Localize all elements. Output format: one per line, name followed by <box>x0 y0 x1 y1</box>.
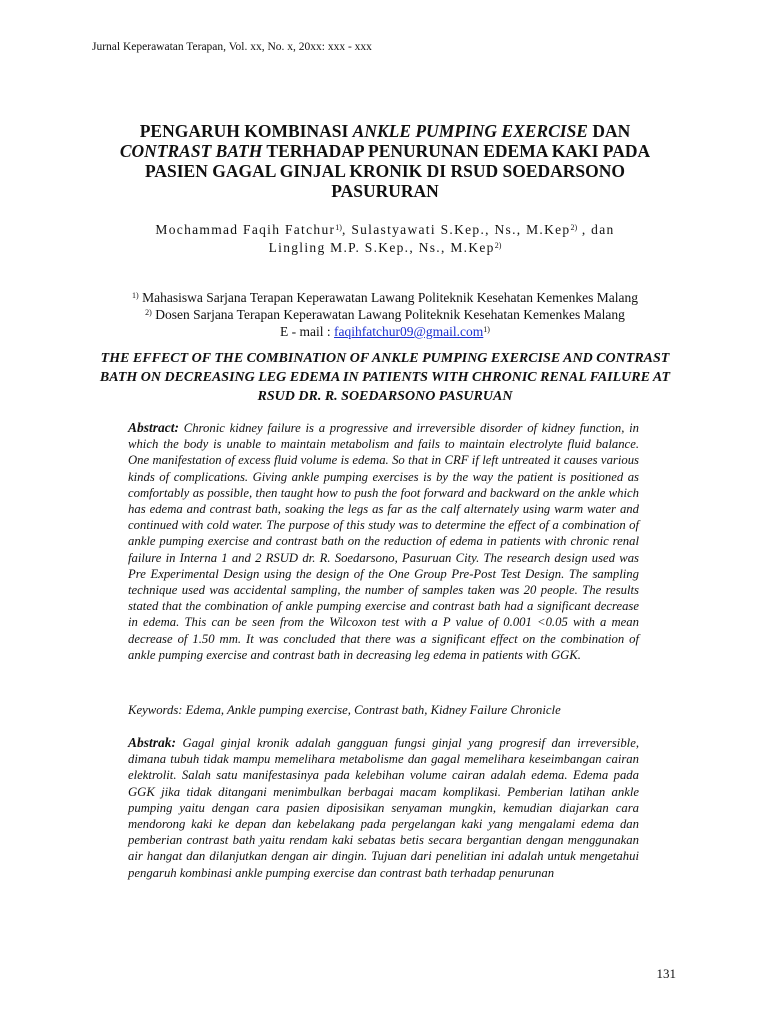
affiliations <box>80 289 690 340</box>
email-link[interactable]: faqihfatchur09@gmail.com <box>334 324 484 339</box>
email-line <box>80 323 690 340</box>
title-part1: PENGARUH KOMBINASI <box>139 121 353 141</box>
author-2: , Sulastyawati S.Kep., Ns., M.Kep <box>341 222 571 237</box>
title-italic2: CONTRAST BATH <box>119 141 263 161</box>
authors <box>92 221 678 257</box>
english-title: THE EFFECT OF THE COMBINATION OF ANKLE PUMPING EXERCISE AND CONTRAST BATH ON DECREASING LEG EDEMA IN PATIENTS WITH CHRONIC RENAL FAILURE AT RSUD DR. R. SOEDARSONO PASURUAN <box>99 351 671 404</box>
running-header: Jurnal Keperawatan Terapan, Vol. xx, No. x, 20xx: xxx - xxx <box>92 41 372 53</box>
email-sup: 1) <box>483 325 490 334</box>
abstrak-text: Gagal ginjal kronik adalah gangguan fungsi ginjal yang progresif dan irreversible, dimana tubuh tidak mampu memelihara metabolisme dan gagal memelihara keseimbangan cairan elektrolit. Salah satu manifestasinya pada kelebihan volume cairan adalah edema. Edema pada GGK jika tidak ditangani menimbulkan berbagai macam komplikasi. Pemberian latihan ankle pumping yaitu dengan cara pasien diposisikan senyaman mungkin, kemudian diajarkan cara mendorong kaki ke depan dan kebelakang pada pergelangan kaki yang mengalami edema dan pemberian contrast bath yaitu rendam kaki sebatas betis secara bergantian dengan menggunakan air hangat dan dilanjutkan dengan air dingin. Tujuan dari penelitian ini adalah untuk mengetahui pengaruh kombinasi ankle pumping exercise dan contrast bath terhadap penurunan <box>128 736 639 880</box>
abstract-label: Abstract: <box>128 420 180 435</box>
affiliation-2-text: Dosen Sarjana Terapan Keperawatan Lawang Politeknik Kesehatan Kemenkes Malang <box>151 307 625 322</box>
affiliation-2 <box>80 306 690 323</box>
abstract-text: Chronic kidney failure is a progressive and irreversible disorder of kidney function, in which the body is unable to maintain metabolism and fails to maintain electrolyte fluid balance. One manifestation of excess fluid volume is edema. So that in CRF if left untreated it causes various kinds of complications. Giving ankle pumping exercises is by the way the patient is positioned as comfortably as possible, then taught how to push the foot forward and backward on the ankle which has edema and contrast bath, soaking the legs as far as the calf alternately using warm water and continued with cold water. The purpose of this study was to determine the effect of a combination of ankle pumping exercise and contrast bath on the reduction of edema in patients with chronic renal failure in Interna 1 and 2 RSUD dr. R. Soedarsono, Pasuruan City. The research design used was Pre Experimental Design using the design of the One Group Pre-Post Test Design. The sampling technique used was accidental sampling, the number of samples taken was 20 people. The results stated that the combination of ankle pumping exercise and contrast bath had a significant decrease in edema. This can be seen from the Wilcoxon test with a P value of 0.001 <0.05 with a mean decrease of 1.50 mm. It was concluded that there was a significant effect on the combination of ankle pumping exercise and contrast bath in decreasing leg edema in patients with GGK. <box>128 421 639 662</box>
title-part2: DAN <box>587 121 631 141</box>
abstract-english <box>128 420 639 663</box>
author-1: Mochammad Faqih Fatchur <box>155 222 336 237</box>
affiliation-2-sup: 2) <box>145 308 152 317</box>
affiliation-1-sup: 1) <box>132 291 139 300</box>
abstract-indonesian <box>128 735 639 881</box>
affiliation-1 <box>80 289 690 306</box>
author-1-sup: 1) <box>335 223 342 232</box>
author-2-sup: 2) <box>570 223 578 232</box>
abstrak-label: Abstrak: <box>128 735 177 750</box>
email-prefix: E - mail : <box>280 324 335 339</box>
author-3: Lingling M.P. S.Kep., Ns., M.Kep <box>268 240 495 255</box>
keywords: Keywords: Edema, Ankle pumping exercise, Contrast bath, Kidney Failure Chronicle <box>128 703 561 717</box>
title-part3: TERHADAP PENURUNAN EDEMA KAKI PADA PASIEN GAGAL GINJAL KRONIK DI RSUD SOEDARSONO PASURURAN <box>144 141 651 201</box>
paper-title <box>90 121 680 201</box>
title-italic1: ANKLE PUMPING EXERCISE <box>352 121 588 141</box>
author-3-sup: 2) <box>494 241 502 250</box>
page-number: 131 <box>656 966 676 981</box>
author-connector: , dan <box>577 222 615 237</box>
affiliation-1-text: Mahasiswa Sarjana Terapan Keperawatan Lawang Politeknik Kesehatan Kemenkes Malang <box>138 290 638 305</box>
